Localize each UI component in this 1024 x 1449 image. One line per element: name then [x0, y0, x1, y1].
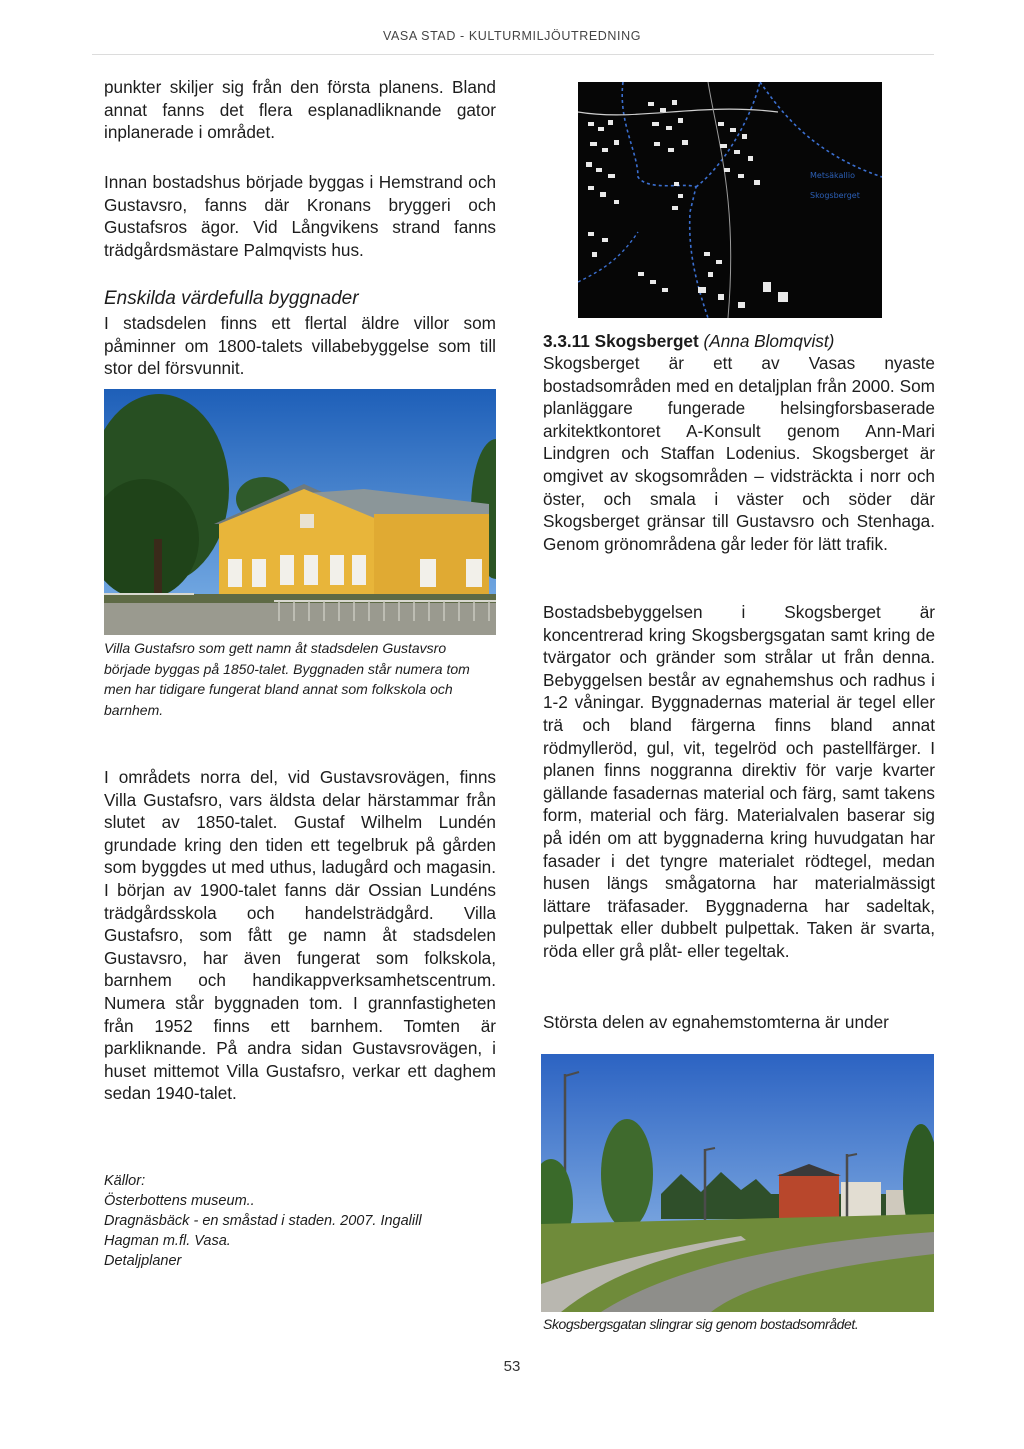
villa-gustafsro-photo — [104, 389, 496, 635]
section-author: (Anna Blomqvist) — [703, 331, 835, 351]
source-item: Detaljplaner — [104, 1253, 182, 1269]
skogsbergsgatan-photo — [541, 1054, 934, 1312]
source-item: Österbottens museum.. — [104, 1193, 255, 1209]
left-paragraph-3: I stadsdelen finns ett flertal äldre villor som påminner om 1800-talets villabebyggelse som till stor del försvunnit. — [104, 313, 496, 379]
right-paragraph-1: Skogsberget är ett av Vasas nyaste bostadsområden med en detaljplan från 2000. Som planläggare fungerade helsingforsbaserade arkitektkontoret A-Konsult genom Ann-Mari Lindgren och Staffan Lodenius. Skogsberget är omgivet av skogsområden – vidsträckta i norr och öster, och smala i väster och söder där Skogsberget gränsar till Gustavsro och Stenhaga. Genom grönområdena går leder för lätt trafik. — [543, 353, 935, 554]
section-heading-skogsberget — [543, 330, 935, 352]
right-paragraph-2: Bostadsbebyggelsen i Skogsberget är koncentrerad kring Skogsbergsgatan samt kring de tvärgator och gränder som strålar ut från denna. Bebyggelsen består av egnahemshus och radhus i 1-2 våningar. Byggnadernas material är tegel eller trä och bland färgerna finns bland annat rödmylleröd, gul, vit, tegelröd och pastellfärger. I planen finns noggranna direktiv för varje kvarter gällande fasadernas material och färg, samt takens form, material och färg. Materialvalen baserar sig på idén om att byggnaderna kring huvudgatan har fasader i det tyngre materialet rödtegel, medan husen längs smågatorna har materialmässigt lättare träfasader. Byggnaderna har sadeltak, pulpettak eller dubbelt pulpettak. Taken är svarta, röda eller grå plåt- eller tegeltak. — [543, 602, 935, 961]
left-paragraph-2: Innan bostadshus började byggas i Hemstrand och Gustavsro, fanns där Kronans bryggeri och Gustafsros ägor. Vid Långvikens strand fanns trädgårdsmästare Palmqvists hus. — [104, 172, 496, 260]
skogsberget-map — [578, 82, 882, 318]
source-item: Hagman m.fl. Vasa. — [104, 1233, 231, 1249]
sources-list — [104, 1171, 496, 1271]
page-number: 53 — [503, 1358, 521, 1375]
running-header: VASA STAD - KULTURMILJÖUTREDNING — [382, 29, 642, 43]
street-photo-caption: Skogsbergsgatan slingrar sig genom bostadsområdet. — [543, 1316, 859, 1332]
left-paragraph-1: punkter skiljer sig från den första planens. Bland annat fanns det flera esplanadliknande gator inplanerade i området. — [104, 77, 496, 143]
source-item: Dragnäsbäck - en småstad i staden. 2007. Ingalill — [104, 1213, 422, 1229]
left-paragraph-4: I områdets norra del, vid Gustavsrovägen, finns Villa Gustafsro, vars äldsta delar härstammar från slutet av 1850-talet. Gustaf Wilhelm Lundén grundade kring den tiden ett tegelbruk på gården som byggdes ut med uthus, ladugård och magasin. I början av 1900-talet fanns där Ossian Lundéns trädgårdsskola och handelsträdgård. Villa Gustafsro, som fått ge namn åt stadsdelen Gustavsro, har även fungerat som folkskola, barnhem och handikappverksamhetscentrum. Numera står byggnaden tom. I grannfastigheten från 1952 finns ett barnhem. Tomten är parkliknande. På andra sidan Gustavsrovägen, i huset mittemot Villa Gustafsro, verkar ett daghem sedan 1940-talet. — [104, 767, 496, 1104]
villa-photo-caption: Villa Gustafsro som gett namn åt stadsdelen Gustavsro började byggas på 1850-talet. Byggnaden står numera tom men har tidigare fungerat bland annat som folkskola och barnhem. — [104, 640, 470, 718]
map-label-skogsberget: Skogsberget — [810, 191, 860, 200]
subheading-valuable-buildings: Enskilda värdefulla byggnader — [104, 288, 359, 309]
sources-heading: Källor: — [104, 1173, 146, 1189]
header-rule — [92, 54, 934, 55]
section-number-title: 3.3.11 Skogsberget — [543, 331, 699, 351]
right-paragraph-3: Största delen av egnahemstomterna är under — [543, 1012, 889, 1032]
map-label-metsakallio: Metsäkallio — [810, 171, 855, 180]
